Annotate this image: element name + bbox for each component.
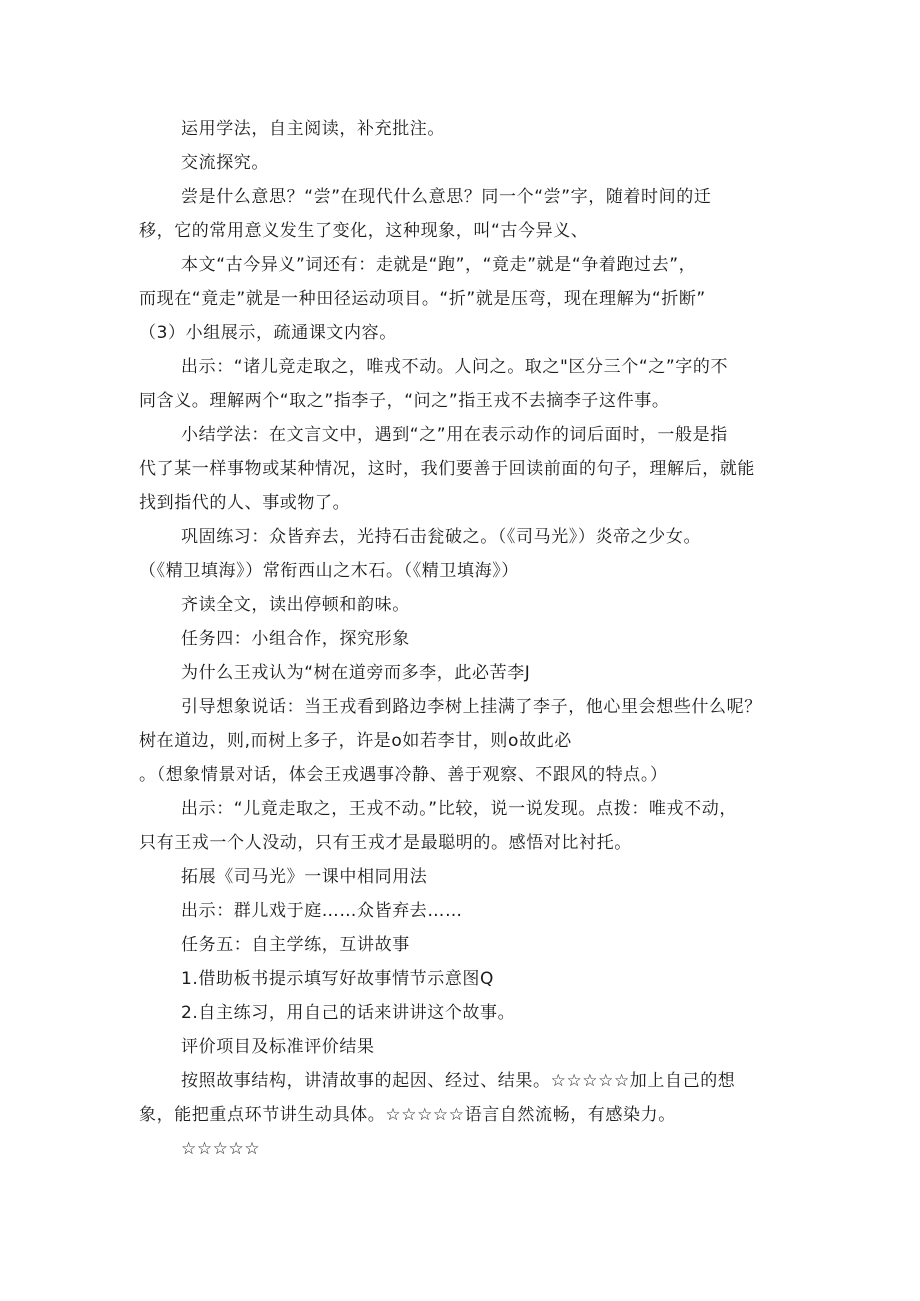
rating-stars: ☆☆☆☆☆ xyxy=(181,1139,261,1159)
paragraph-line: （3）小组展示，疏通课文内容。 xyxy=(139,323,397,343)
paragraph-line: 本文“古今异义”词还有：走就是“跑”，“竟走”就是“争着跑过去”， xyxy=(181,255,697,275)
section-heading: 任务四：小组合作，探究形象 xyxy=(181,629,410,649)
paragraph-line: 出示：“诸儿竞走取之，唯戎不动。人问之。取之"区分三个“之”字的不 xyxy=(181,357,729,377)
paragraph-line: 出示：群儿戏于庭……众皆弃去…… xyxy=(181,901,463,921)
paragraph-line: 而现在“竟走”就是一种田径运动项目。“折”就是压弯，现在理解为“折断” xyxy=(139,289,706,309)
list-item: 2.自主练习，用自己的话来讲讲这个故事。 xyxy=(181,1003,516,1023)
paragraph-line: 为什么王戎认为“树在道旁而多李，此必苦李J xyxy=(181,663,531,683)
paragraph-line: 找到指代的人、事或物了。 xyxy=(139,493,351,513)
paragraph-line: 尝是什么意思？“尝”在现代什么意思？同一个“尝”字，随着时间的迁 xyxy=(181,187,712,207)
paragraph-line: 小结学法：在文言文中，遇到“之”用在表示动作的词后面时，一般是指 xyxy=(181,425,728,445)
paragraph-line: 代了某一样事物或某种情况，这时，我们要善于回读前面的句子，理解后，就能 xyxy=(139,459,755,479)
list-item: 1.借助板书提示填写好故事情节示意图Q xyxy=(181,969,494,989)
paragraph-line: 树在道边，则,而树上多子，许是o如若李甘，则o故此必 xyxy=(139,731,572,751)
section-heading: 任务五：自主学练，互讲故事 xyxy=(181,935,410,955)
paragraph-line: 象，能把重点环节讲生动具体。☆☆☆☆☆语言自然流畅，有感染力。 xyxy=(139,1105,676,1125)
paragraph-line: 齐读全文，读出停顿和韵味。 xyxy=(181,595,410,615)
paragraph-line: 运用学法，自主阅读，补充批注。 xyxy=(181,119,445,139)
paragraph-line: （《精卫填海》）常衔西山之木石。（《精卫填海》） xyxy=(139,561,519,581)
paragraph-line: 拓展《司马光》一课中相同用法 xyxy=(181,867,428,887)
paragraph-line: 出示：“儿竟走取之，王戎不动。”比较，说一说发现。点拨：唯戎不动， xyxy=(181,799,737,819)
paragraph-line: 按照故事结构，讲清故事的起因、经过、结果。☆☆☆☆☆加上自己的想 xyxy=(181,1071,736,1091)
paragraph-line: 只有王戎一个人没动，只有王戎才是最聪明的。感悟对比衬托。 xyxy=(139,833,632,853)
paragraph-line: 引导想象说话：当王戎看到路边李树上挂满了李子，他心里会想些什么呢？ xyxy=(181,697,762,717)
paragraph-line: 移，它的常用意义发生了变化，这种现象，叫“古今异义、 xyxy=(139,221,589,241)
paragraph-line: 交流探究。 xyxy=(181,153,269,173)
paragraph-line: 同含义。理解两个“取之”指李子，“问之”指王戎不去摘李子这件事。 xyxy=(139,391,670,411)
paragraph-line: 。（想象情景对话，体会王戎遇事冷静、善于观察、不跟风的特点。） xyxy=(139,765,668,785)
document-body xyxy=(139,112,799,1166)
paragraph-line: 评价项目及标准评价结果 xyxy=(181,1037,375,1057)
paragraph-line: 巩固练习：众皆弃去，光持石击瓮破之。（《司马光》）炎帝之少女。 xyxy=(181,527,702,547)
